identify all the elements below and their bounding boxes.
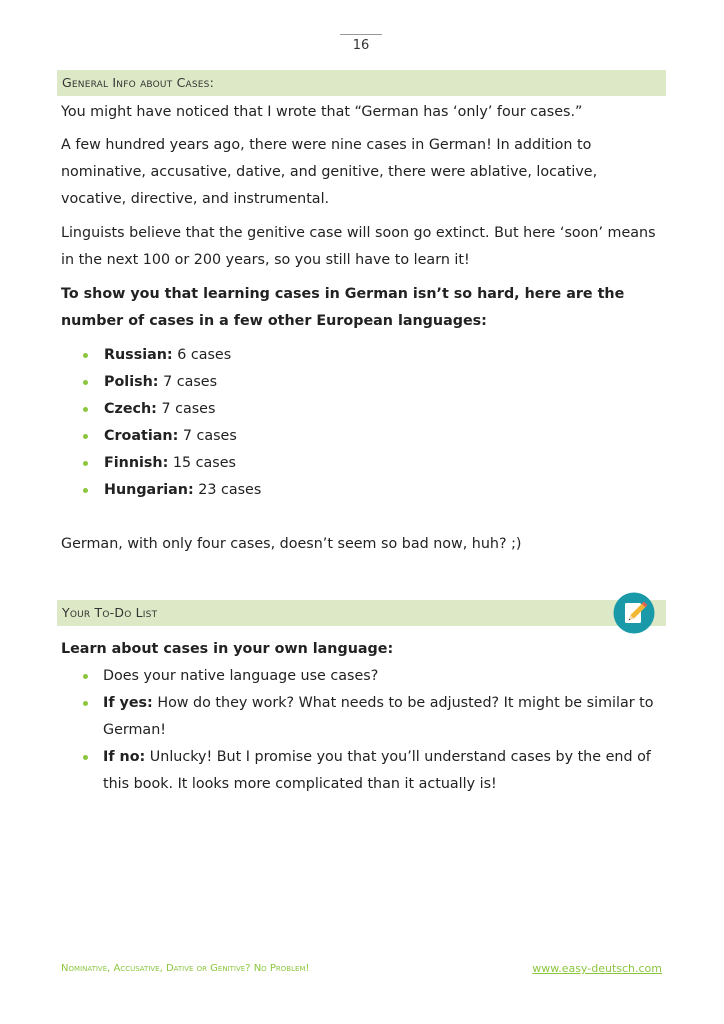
page-number: 16 [352, 38, 370, 53]
bullet-dot [83, 701, 88, 706]
page-number-rule [340, 34, 382, 35]
list-item: Croatian: 7 cases [83, 423, 261, 450]
list-item: If no: Unlucky! But I promise you that you’ll understand cases by the end of this book. It looks more complicated than it actually is! [83, 744, 663, 798]
paragraph-genitive: Linguists believe that the genitive case will soon go extinct. But here ‘soon’ means in the next 100 or 200 years, so you still have to learn it! [61, 225, 656, 268]
list-item: Does your native language use cases? [83, 663, 663, 690]
paragraph-comparison: To show you that learning cases in German isn’t so hard, here are the number of cases in a few other European languages: [61, 286, 625, 329]
paragraph-history: A few hundred years ago, there were nine cases in German! In addition to nominative, accusative, dative, and genitive, there were ablative, locative, vocative, directive, and instrumental. [61, 137, 598, 207]
bullet-dot [83, 407, 88, 412]
bullet-dot [83, 461, 88, 466]
list-item: If yes: How do they work? What needs to be adjusted? It might be similar to German! [83, 690, 663, 744]
todo-lead: Learn about cases in your own language: [61, 641, 394, 657]
footer-book-title: Nominative, Accusative, Dative or Genitive? No Problem! [61, 963, 310, 974]
todo-list [83, 663, 663, 798]
bullet-dot [83, 380, 88, 385]
list-item: Russian: 6 cases [83, 342, 261, 369]
paragraph-intro: You might have noticed that I wrote that “German has ‘only’ four cases.” [61, 104, 583, 120]
section-heading-general-info: General Info about Cases: [57, 70, 666, 96]
bullet-dot [83, 488, 88, 493]
bullet-dot [83, 674, 88, 679]
bullet-dot [83, 353, 88, 358]
footer-website-link[interactable]: www.easy-deutsch.com [532, 962, 662, 975]
list-item: Czech: 7 cases [83, 396, 261, 423]
bullet-dot [83, 434, 88, 439]
pencil-note-icon [613, 592, 655, 634]
list-item: Hungarian: 23 cases [83, 477, 261, 504]
list-item: Polish: 7 cases [83, 369, 261, 396]
bullet-dot [83, 755, 88, 760]
languages-list [83, 342, 261, 504]
paragraph-closing: German, with only four cases, doesn’t seem so bad now, huh? ;) [61, 536, 522, 552]
list-item: Finnish: 15 cases [83, 450, 261, 477]
section-heading-todo: Your To-Do List [57, 600, 666, 626]
